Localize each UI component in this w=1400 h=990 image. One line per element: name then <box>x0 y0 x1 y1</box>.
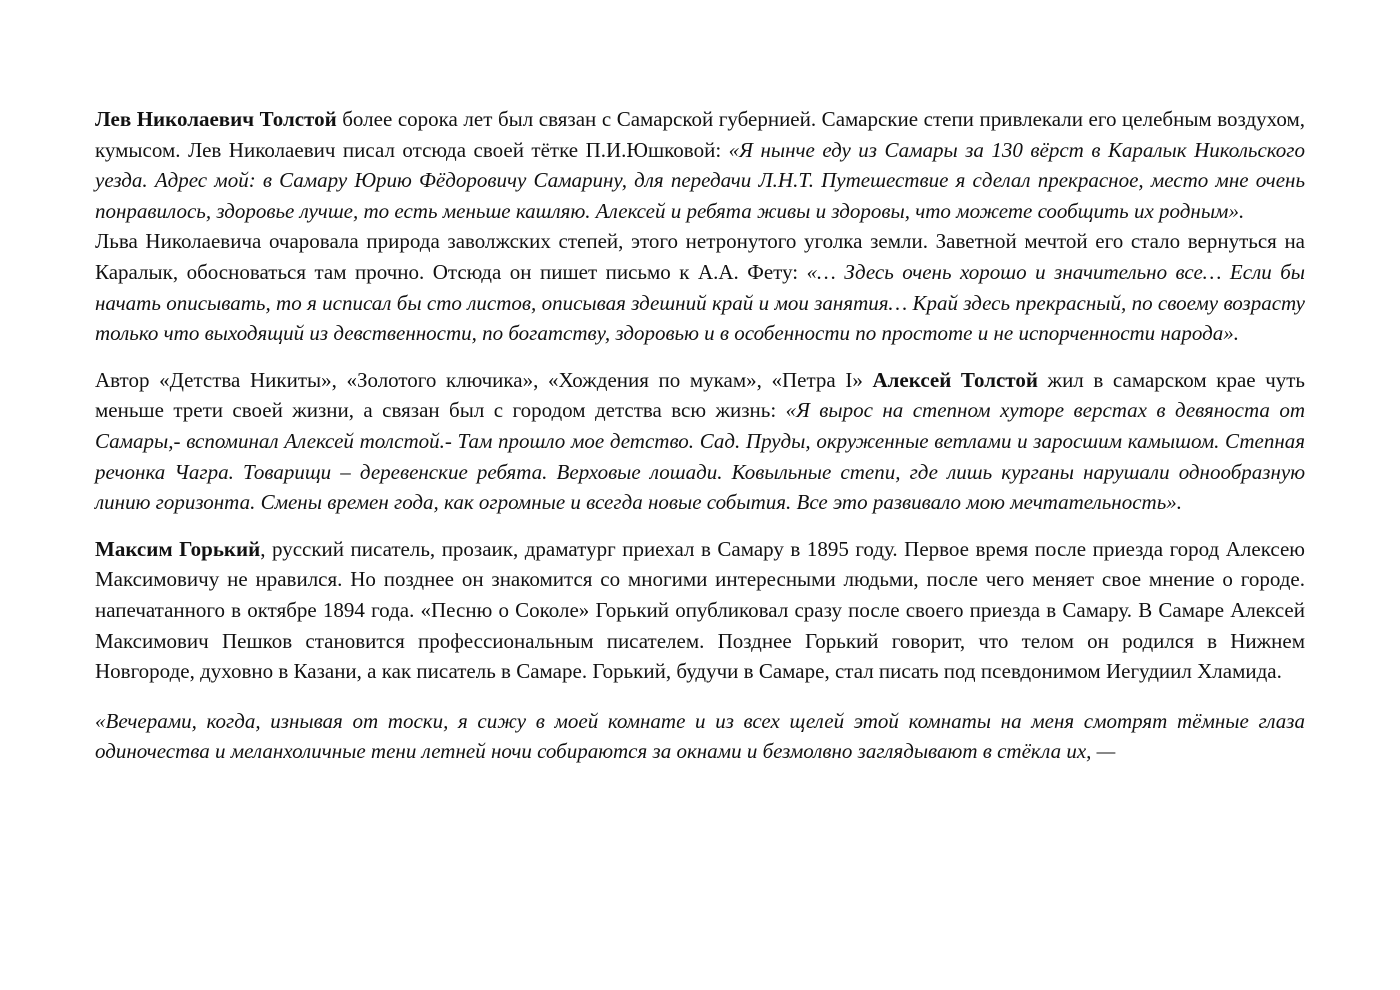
quote-text: «Я нынче еду из Самары за 130 вёрст в Каралык Никольского уезда. Адрес мой: в Самару Юрию Фёдоровичу Самарину, для передачи Л.Н.Т. Путешествие я сделал прекрасное, место мне очень понравилось, здоровье лучше, то есть меньше кашляю. Алексей и ребята живы и здоровы, что можете сообщить их родным». <box>95 137 1305 223</box>
author-name-aleksey-tolstoy: Алексей Толстой <box>872 367 1038 392</box>
paragraph-text: жил в самарском крае чуть меньше трети своей жизни, а связан был с городом детства всю жизнь: <box>95 367 1306 423</box>
paragraph-text: Льва Николаевича очаровала природа заволжских степей, этого нетронутого уголка земли. Заветной мечтой его стало вернуться на Каралык, обосноваться там прочно. Отсюда он пишет письмо к А.А. Фету: <box>95 229 1305 284</box>
quote-text: «Вечерами, когда, изнывая от тоски, я сижу в моей комнате и из всех щелей этой комнаты на меня смотрят тёмные глаза одиночества и меланхоличные тени летней ночи собираются за окнами и безмолвно заглядывают в стёкла их, — <box>95 708 1305 764</box>
author-name-maxim-gorky: Максим Горький <box>95 536 261 561</box>
paragraph-gorky-quote <box>95 706 1305 767</box>
paragraph-text: более сорока лет был связан с Самарской губернией. Самарские степи привлекали его целебным воздухом, кумысом. Лев Николаевич писал отсюда своей тётке П.И.Юшковой: <box>95 107 1305 162</box>
paragraph-lev-tolstoy <box>95 104 1305 226</box>
paragraph-lev-tolstoy-fet <box>95 226 1305 348</box>
author-name-lev-tolstoy: Лев Николаевич Толстой <box>95 107 337 131</box>
quote-text: «Я вырос на степном хуторе верстах в девяноста от Самары,- вспоминал Алексей толстой.- Там прошло мое детство. Сад. Пруды, окруженные ветлами и заросшим камышом. Степная речонка Чагра. Товарищи – деревенские ребята. Верховые лошади. Ковыльные степи, где лишь курганы нарушали однообразную линию горизонта. Смены времен года, как огромные и всегда новые события. Все это развивало мою мечтательность». <box>95 398 1305 515</box>
document-page <box>95 104 1305 767</box>
paragraph-text: Автор «Детства Никиты», «Золотого ключика», «Хождения по мукам», «Петра I» <box>95 367 873 392</box>
paragraph-maxim-gorky <box>95 534 1305 687</box>
paragraph-text: , русский писатель, прозаик, драматург приехал в Самару в 1895 году. Первое время после приезда город Алексею Максимовичу не нравился. Но позднее он знакомится со многими интересными людьми, после чего меняет свое мнение о городе. напечатанного в октябре 1894 года. «Песню о Соколе» Горький опубликовал сразу после своего приезда в Самару. В Самаре Алексей Максимович Пешков становится профессиональным писателем. Позднее Горький говорит, что телом он родился в Нижнем Новгороде, духовно в Казани, а как писатель в Самаре. Горький, будучи в Самаре, стал писать под псевдонимом Иегудиил Хламида. <box>95 536 1305 684</box>
quote-text: «… Здесь очень хорошо и значительно все… Если бы начать описывать, то я исписал бы сто листов, описывая здешний край и мои занятия… Край здесь прекрасный, по своему возрасту только что выходящий из девственности, по богатству, здоровью и в особенности по простоте и не испорченности народа». <box>95 259 1305 346</box>
paragraph-aleksey-tolstoy <box>95 365 1305 518</box>
